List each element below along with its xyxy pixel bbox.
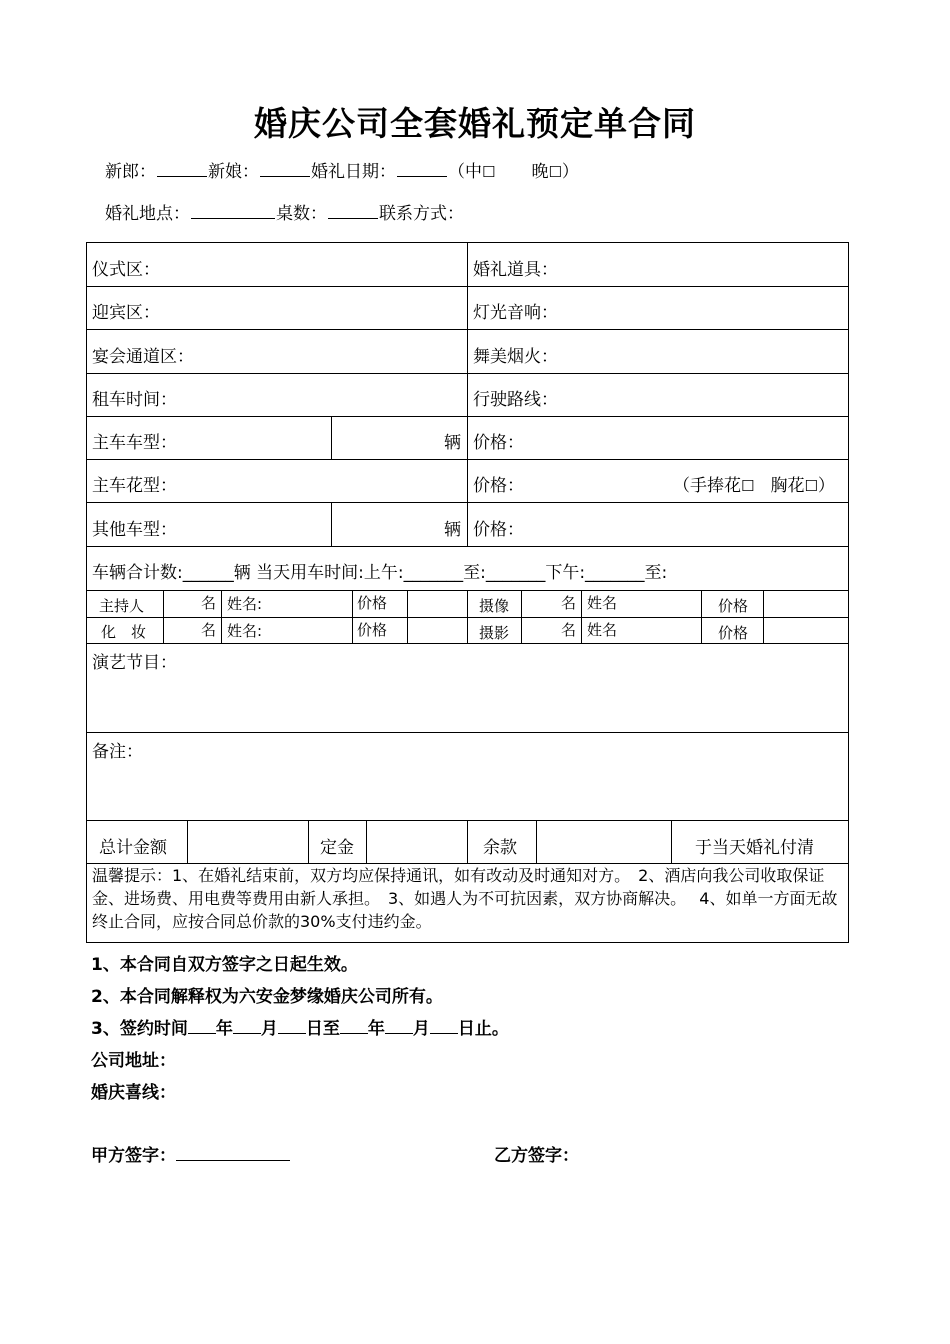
year-label-2: 年	[367, 1019, 385, 1039]
makeup-name-label: 姓名:	[227, 622, 263, 640]
month-label-2: 月	[412, 1019, 430, 1039]
notice-text: 温馨提示：1、在婚礼结束前，双方均应保持通讯，如有改动及时通知对方。 2、酒店向我公司收取保证金、进场费、用电费等费用由新人承担。 3、如遇人为不可抗因素，双方协商解决。 4、如单一方面无故终止合同，应按合同总价款的30%支付违约金。	[92, 866, 838, 931]
contact-label: 联系方式：	[379, 204, 464, 224]
groom-label: 新郎：	[105, 162, 156, 182]
noon-checkbox[interactable]: ☐	[482, 163, 496, 181]
main-car-unit: 辆	[444, 433, 461, 453]
video-label: 摄影	[479, 624, 510, 642]
ceremony-area-label: 仪式区：	[92, 260, 160, 280]
date-field[interactable]	[397, 160, 447, 177]
remarks-label: 备注：	[92, 742, 143, 762]
lighting-sound-label: 灯光音响：	[473, 303, 558, 323]
bride-label: 新娘：	[208, 162, 259, 182]
makeup-count-unit: 名	[201, 621, 217, 639]
evening-checkbox[interactable]: ☐	[548, 163, 562, 181]
camera-price-label: 价格	[718, 597, 749, 615]
venue-field[interactable]	[191, 202, 275, 219]
term-1: 1、本合同自双方签字之日起生效。	[91, 955, 358, 975]
deposit-label: 定金	[320, 838, 354, 858]
video-price-label: 价格	[718, 624, 749, 642]
host-name-label: 姓名:	[227, 595, 263, 613]
tables-label: 桌数：	[276, 204, 327, 224]
vehicle-total-line: 车辆合计数:______辆 当天用车时间:上午:_______至:_______下午:_______至:	[92, 563, 668, 583]
host-count-unit: 名	[201, 594, 217, 612]
month-label: 月	[260, 1019, 278, 1039]
props-label: 婚礼道具：	[473, 260, 558, 280]
route-label: 行驶路线：	[473, 390, 558, 410]
company-address-label: 公司地址：	[91, 1051, 176, 1071]
start-year-field[interactable]	[188, 1017, 216, 1034]
bouquet-label: （手捧花	[673, 476, 741, 496]
car-rental-time-label: 租车时间：	[92, 390, 177, 410]
host-price-label: 价格	[357, 594, 388, 612]
payoff-label: 于当天婚礼付清	[695, 838, 814, 858]
party-a-signature	[91, 1141, 290, 1166]
hotline-label: 婚庆喜线：	[91, 1083, 176, 1103]
corsage-checkbox[interactable]: ☐	[804, 477, 818, 495]
bouquet-close: ）	[817, 476, 835, 496]
evening-label: 晚	[531, 162, 549, 182]
venue-label: 婚礼地点：	[105, 204, 190, 224]
bouquet-checkbox[interactable]: ☐	[741, 477, 755, 495]
camera-label: 摄像	[479, 597, 510, 615]
camera-name-label: 姓名	[587, 594, 618, 612]
makeup-price-label: 价格	[357, 621, 388, 639]
video-name-label: 姓名	[587, 621, 618, 639]
flower-options	[673, 471, 835, 496]
header-line-1	[105, 157, 579, 182]
other-car-unit: 辆	[444, 520, 461, 540]
year-label: 年	[215, 1019, 233, 1039]
end-day-field[interactable]	[430, 1017, 458, 1034]
groom-field[interactable]	[157, 160, 207, 177]
total-amount-label: 总计金额	[99, 838, 167, 858]
page-title: 婚庆公司全套婚礼预定单合同	[254, 104, 696, 143]
camera-count-unit: 名	[561, 594, 577, 612]
end-month-field[interactable]	[385, 1017, 413, 1034]
main-car-flowers-label: 主车花型：	[92, 476, 177, 496]
end-label: 日止。	[457, 1019, 509, 1039]
other-car-model-label: 其他车型：	[92, 520, 177, 540]
video-count-unit: 名	[561, 621, 577, 639]
end-year-field[interactable]	[340, 1017, 368, 1034]
day-to-label: 日至	[305, 1019, 340, 1039]
term-3-prefix: 3、签约时间	[91, 1019, 188, 1039]
time-close: ）	[561, 162, 579, 182]
makeup-label: 化 妆	[101, 623, 147, 641]
host-label: 主持人	[99, 597, 145, 615]
party-a-signature-field[interactable]	[176, 1144, 290, 1161]
start-day-field[interactable]	[278, 1017, 306, 1034]
balance-label: 余款	[483, 838, 517, 858]
corsage-label: 胸花	[770, 476, 805, 496]
program-label: 演艺节目：	[92, 653, 177, 673]
banquet-aisle-label: 宴会通道区：	[92, 347, 194, 367]
tables-field[interactable]	[328, 202, 378, 219]
flowers-price-label: 价格：	[473, 476, 524, 496]
term-3	[91, 1014, 509, 1039]
fireworks-label: 舞美烟火：	[473, 347, 558, 367]
booking-table	[86, 242, 849, 943]
party-b-label: 乙方签字：	[494, 1146, 579, 1166]
party-a-label: 甲方签字：	[91, 1146, 176, 1166]
time-open: （中	[448, 162, 482, 182]
term-2: 2、本合同解释权为六安金梦缘婚庆公司所有。	[91, 987, 443, 1007]
main-car-price-label: 价格：	[473, 433, 524, 453]
start-month-field[interactable]	[233, 1017, 261, 1034]
reception-area-label: 迎宾区：	[92, 303, 160, 323]
date-label: 婚礼日期：	[311, 162, 396, 182]
main-car-model-label: 主车车型：	[92, 433, 177, 453]
header-line-2	[105, 199, 464, 224]
bride-field[interactable]	[260, 160, 310, 177]
other-car-price-label: 价格：	[473, 520, 524, 540]
